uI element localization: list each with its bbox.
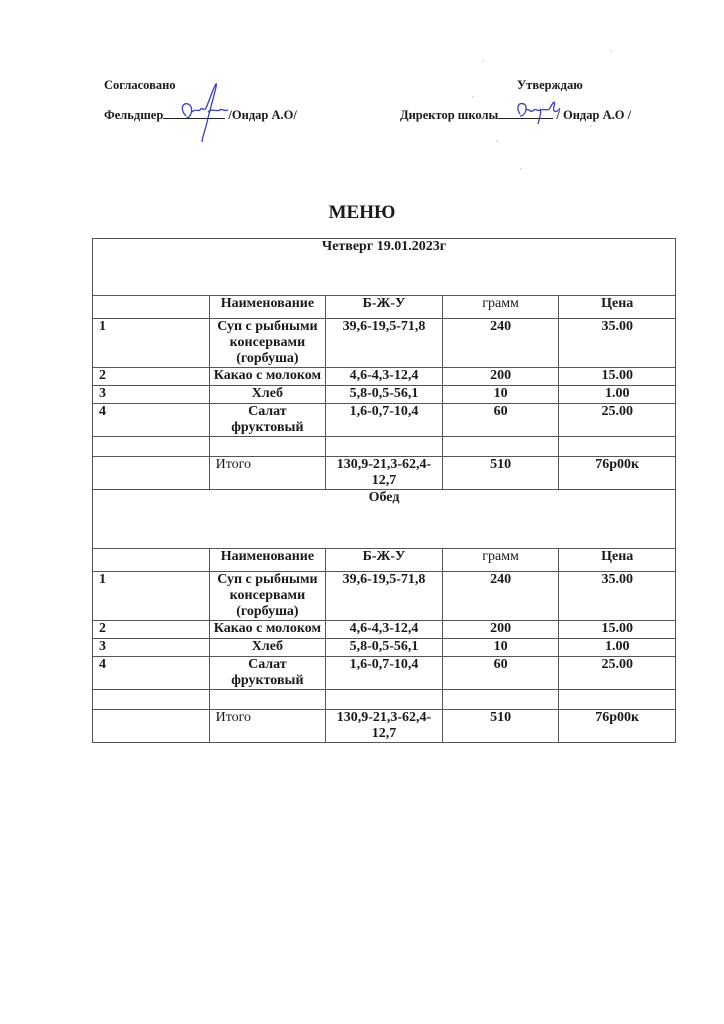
col-bju-header: Б-Ж-У [326,549,443,572]
col-num-header [93,296,210,319]
left-signature-icon [172,82,232,144]
col-grams-header: грамм [442,549,559,572]
item-bju: 39,6-19,5-71,8 [326,572,443,621]
item-bju: 4,6-4,3-12,4 [326,368,443,386]
col-price-header: Цена [559,549,676,572]
day-label: Четверг 19.01.2023г [93,239,676,296]
left-name: /Ондар А.О/ [228,108,297,122]
item-grams: 200 [442,621,559,639]
item-num: 4 [93,404,210,437]
item-name: Хлеб [209,639,326,657]
item-price: 25.00 [559,657,676,690]
item-name: Хлеб [209,386,326,404]
item-name: Какао с молоком [209,621,326,639]
col-name-header: Наименование [209,296,326,319]
item-num: 1 [93,572,210,621]
right-signature-icon [514,96,564,128]
item-grams: 10 [442,386,559,404]
item-name: Суп с рыбными консервами (горбуша) [209,319,326,368]
col-price-header: Цена [559,296,676,319]
page-title: МЕНЮ [328,202,396,223]
item-num: 4 [93,657,210,690]
item-bju: 5,8-0,5-56,1 [326,639,443,657]
empty-row [93,437,676,457]
total-row [93,457,676,490]
item-num: 1 [93,319,210,368]
section-row [93,490,676,549]
total-label: Итого [209,710,326,743]
stamp-speck [520,168,522,170]
table-row [93,572,676,621]
item-bju: 1,6-0,7-10,4 [326,404,443,437]
left-role: Фельдшер [104,108,164,122]
item-name: Салат фруктовый [209,404,326,437]
item-num: 3 [93,386,210,404]
item-num: 2 [93,368,210,386]
table-row [93,621,676,639]
total-bju: 130,9-21,3-62,4-12,7 [326,457,443,490]
item-grams: 60 [442,657,559,690]
item-price: 25.00 [559,404,676,437]
total-row [93,710,676,743]
item-grams: 10 [442,639,559,657]
right-name: / Ондар А.О / [556,108,632,122]
total-grams: 510 [442,710,559,743]
total-price: 76р00к [559,457,676,490]
total-label: Итого [209,457,326,490]
total-price: 76р00к [559,710,676,743]
item-grams: 200 [442,368,559,386]
table-row [93,319,676,368]
item-bju: 4,6-4,3-12,4 [326,621,443,639]
total-grams: 510 [442,457,559,490]
col-bju-header: Б-Ж-У [326,296,443,319]
total-bju: 130,9-21,3-62,4-12,7 [326,710,443,743]
item-price: 35.00 [559,572,676,621]
item-bju: 1,6-0,7-10,4 [326,657,443,690]
col-num-header [93,549,210,572]
right-role: Директор школы [400,108,499,122]
item-grams: 60 [442,404,559,437]
item-num: 3 [93,639,210,657]
col-name-header: Наименование [209,549,326,572]
stamp-speck [496,140,498,142]
item-name: Суп с рыбными консервами (горбуша) [209,572,326,621]
table-row [93,386,676,404]
item-price: 1.00 [559,386,676,404]
item-name: Какао с молоком [209,368,326,386]
stamp-speck [482,60,484,62]
approval-left-title: Согласовано [104,78,176,92]
table-row [93,639,676,657]
item-name: Салат фруктовый [209,657,326,690]
table-header-row [93,549,676,572]
item-bju: 5,8-0,5-56,1 [326,386,443,404]
menu-table [92,238,676,743]
item-price: 15.00 [559,368,676,386]
item-grams: 240 [442,319,559,368]
item-price: 35.00 [559,319,676,368]
approval-right-title: Утверждаю [517,78,583,92]
table-header-row [93,296,676,319]
item-grams: 240 [442,572,559,621]
item-price: 15.00 [559,621,676,639]
stamp-speck [610,50,612,52]
stamp-speck [472,96,474,98]
section-label: Обед [93,490,676,549]
table-row [93,404,676,437]
table-row [93,657,676,690]
empty-row [93,690,676,710]
item-bju: 39,6-19,5-71,8 [326,319,443,368]
stamp-speck [590,125,592,127]
col-grams-header: грамм [442,296,559,319]
table-row [93,368,676,386]
item-num: 2 [93,621,210,639]
item-price: 1.00 [559,639,676,657]
day-row [93,239,676,296]
